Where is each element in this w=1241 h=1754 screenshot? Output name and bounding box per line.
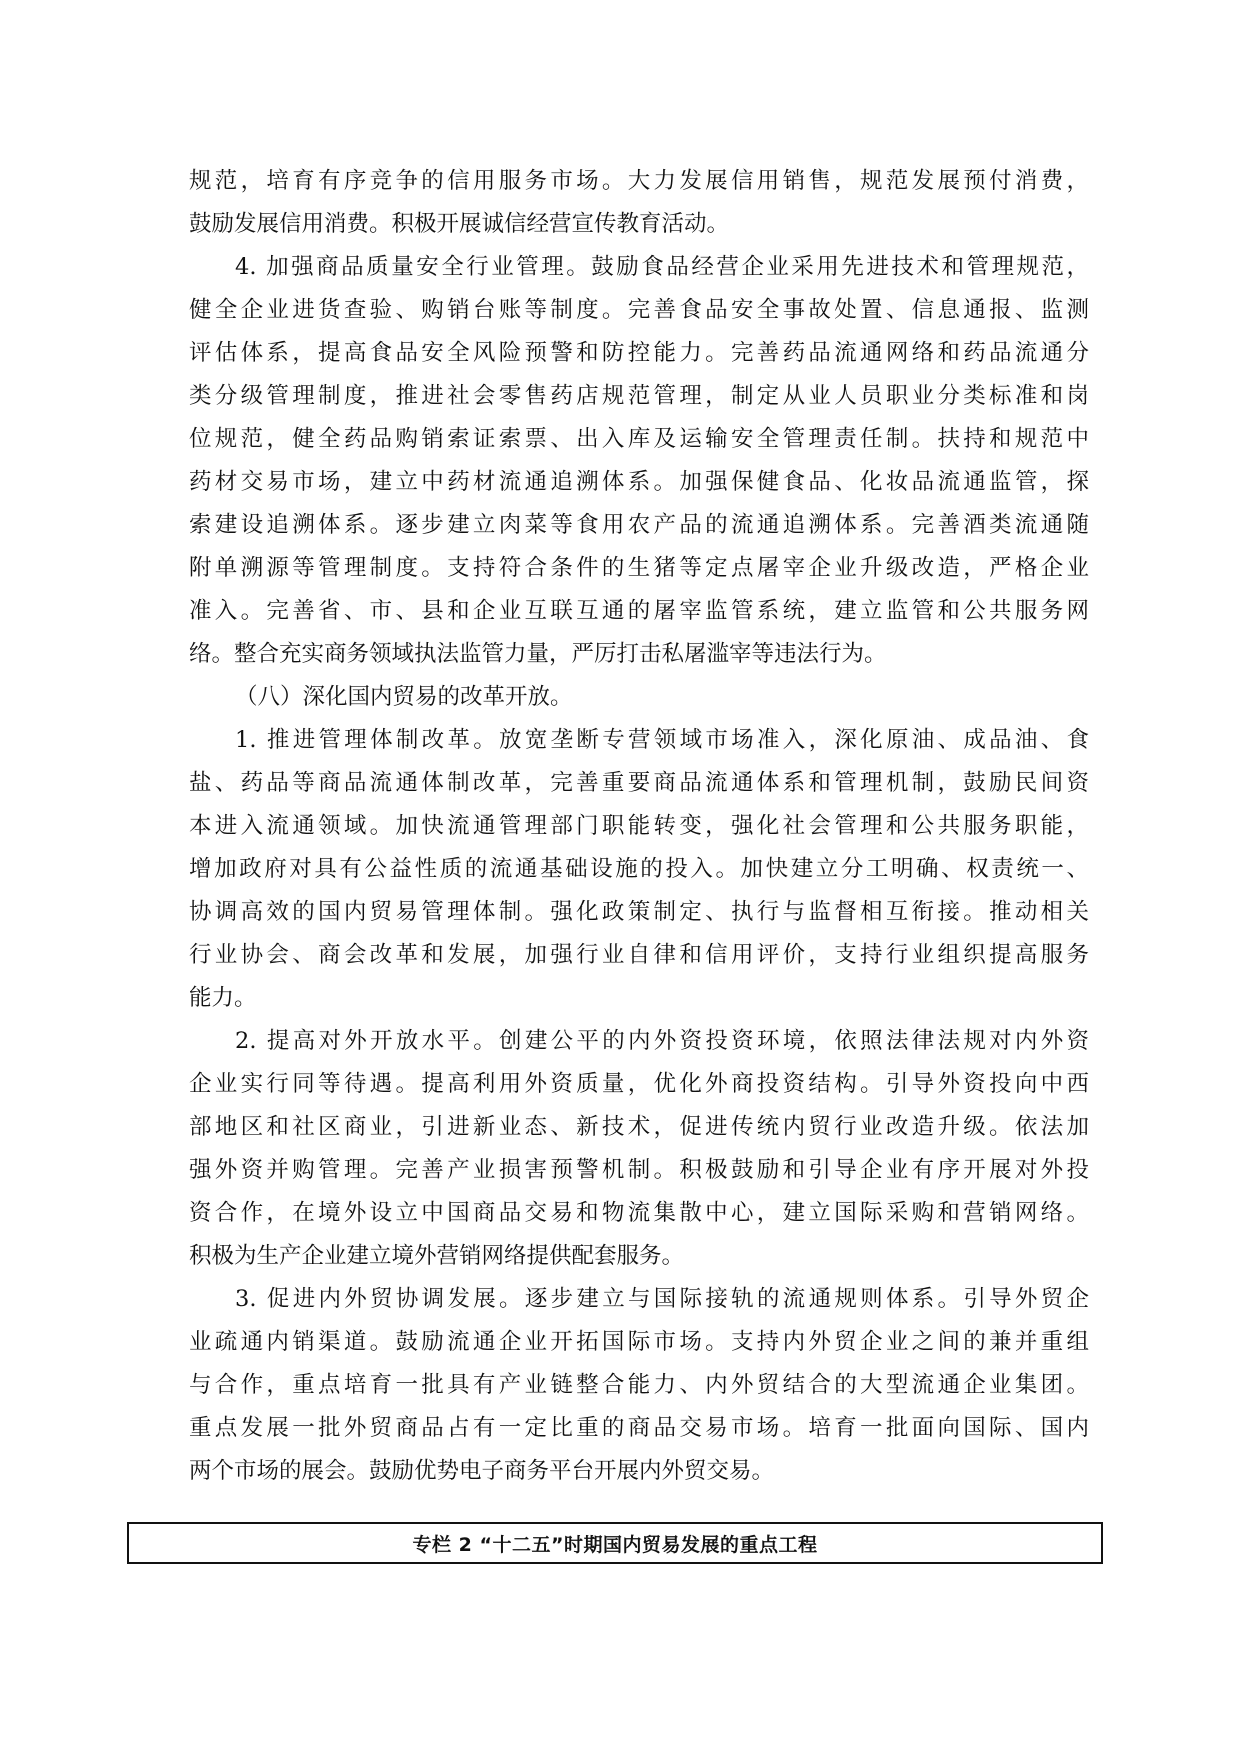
text-line: 积极为生产企业建立境外营销网络提供配套服务。 <box>189 1243 685 1269</box>
text-line: 2. 提高对外开放水平。创建公平的内外资投资环境，依照法律法规对内外资 <box>235 1028 1089 1054</box>
text-line: 盐、药品等商品流通体制改革，完善重要商品流通体系和管理机制，鼓励民间资 <box>189 770 1089 796</box>
text-line: 药材交易市场，建立中药材流通追溯体系。加强保健食品、化妆品流通监管，探 <box>189 469 1089 495</box>
section-heading: （八）深化国内贸易的改革开放。 <box>235 684 573 710</box>
text-line: 附单溯源等管理制度。支持符合条件的生猪等定点屠宰企业升级改造，严格企业 <box>189 555 1089 581</box>
text-line: 健全企业进货查验、购销台账等制度。完善食品安全事故处置、信息通报、监测 <box>189 297 1089 323</box>
text-line: 部地区和社区商业，引进新业态、新技术，促进传统内贸行业改造升级。依法加 <box>189 1114 1089 1140</box>
column-box-title: 专栏 2 “十二五”时期国内贸易发展的重点工程 <box>412 1533 818 1556</box>
text-line: 增加政府对具有公益性质的流通基础设施的投入。加快建立分工明确、权责统一、 <box>189 856 1089 882</box>
text-line: 强外资并购管理。完善产业损害预警机制。积极鼓励和引导企业有序开展对外投 <box>189 1157 1089 1183</box>
text-line: 资合作，在境外设立中国商品交易和物流集散中心，建立国际采购和营销网络。 <box>189 1200 1089 1226</box>
text-line: 能力。 <box>189 985 257 1011</box>
text-line: 准入。完善省、市、县和企业互联互通的屠宰监管系统，建立监管和公共服务网 <box>189 598 1089 624</box>
text-line: 类分级管理制度，推进社会零售药店规范管理，制定从业人员职业分类标准和岗 <box>189 383 1089 409</box>
text-line: 位规范，健全药品购销索证索票、出入库及运输安全管理责任制。扶持和规范中 <box>189 426 1089 452</box>
text-line: 评估体系，提高食品安全风险预警和防控能力。完善药品流通网络和药品流通分 <box>189 340 1089 366</box>
text-line: 1. 推进管理体制改革。放宽垄断专营领域市场准入，深化原油、成品油、食 <box>235 727 1089 753</box>
text-line: 络。整合充实商务领域执法监管力量，严厉打击私屠滥宰等违法行为。 <box>189 641 887 667</box>
text-line: 业疏通内销渠道。鼓励流通企业开拓国际市场。支持内外贸企业之间的兼并重组 <box>189 1329 1089 1355</box>
text-line: 与合作，重点培育一批具有产业链整合能力、内外贸结合的大型流通企业集团。 <box>189 1372 1089 1398</box>
text-line: 4. 加强商品质量安全行业管理。鼓励食品经营企业采用先进技术和管理规范， <box>235 254 1089 280</box>
text-line: 鼓励发展信用消费。积极开展诚信经营宣传教育活动。 <box>189 211 730 237</box>
column-box <box>127 1522 1103 1564</box>
text-line: 本进入流通领域。加快流通管理部门职能转变，强化社会管理和公共服务职能， <box>189 813 1089 839</box>
text-line: 企业实行同等待遇。提高利用外资质量，优化外商投资结构。引导外资投向中西 <box>189 1071 1089 1097</box>
text-line: 索建设追溯体系。逐步建立肉菜等食用农产品的流通追溯体系。完善酒类流通随 <box>189 512 1089 538</box>
text-line: 行业协会、商会改革和发展，加强行业自律和信用评价，支持行业组织提高服务 <box>189 942 1089 968</box>
text-line: 协调高效的国内贸易管理体制。强化政策制定、执行与监督相互衔接。推动相关 <box>189 899 1089 925</box>
text-line: 3. 促进内外贸协调发展。逐步建立与国际接轨的流通规则体系。引导外贸企 <box>235 1286 1089 1312</box>
text-line: 重点发展一批外贸商品占有一定比重的商品交易市场。培育一批面向国际、国内 <box>189 1415 1089 1441</box>
text-line: 两个市场的展会。鼓励优势电子商务平台开展内外贸交易。 <box>189 1458 775 1484</box>
text-line: 规范，培育有序竞争的信用服务市场。大力发展信用销售，规范发展预付消费， <box>189 168 1089 194</box>
